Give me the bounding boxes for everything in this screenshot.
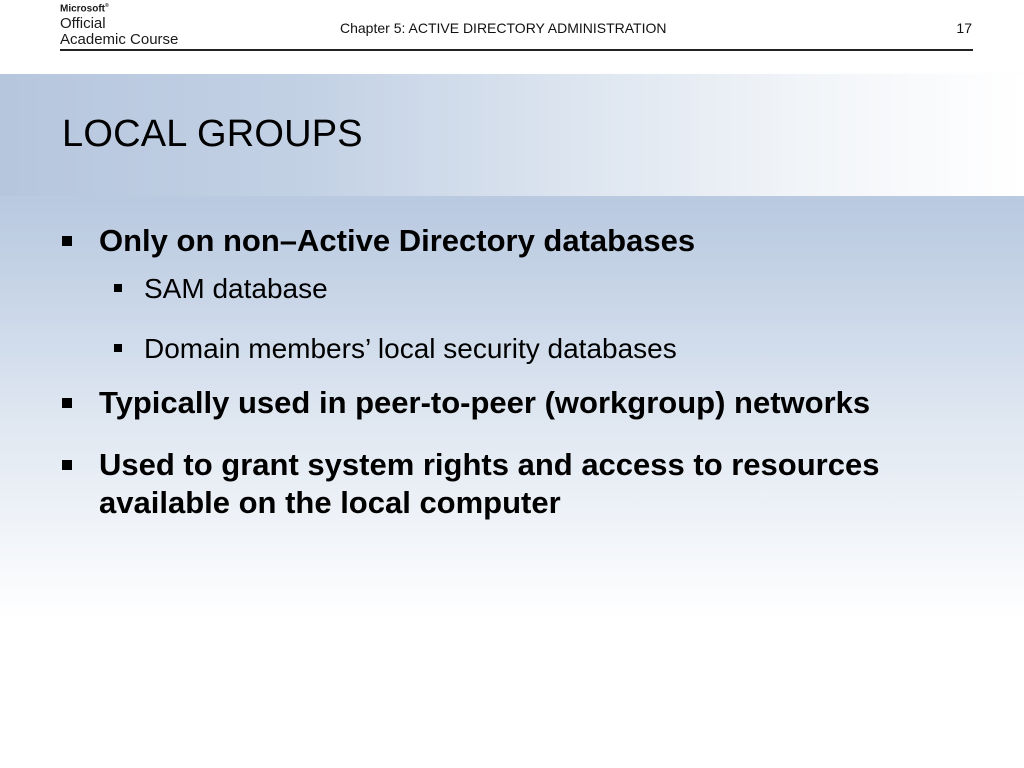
sub-bullet-text: Domain members’ local security databases <box>144 333 677 364</box>
bullet-list <box>62 222 992 546</box>
bullet-item <box>62 222 992 260</box>
sub-bullet-item <box>62 272 992 306</box>
sub-bullet-square-icon <box>114 284 122 292</box>
registered-mark: ® <box>105 3 109 9</box>
bullet-square-icon <box>62 398 72 408</box>
sub-bullet-square-icon <box>114 344 122 352</box>
slide-title: LOCAL GROUPS <box>62 113 363 155</box>
course-logo <box>60 4 178 47</box>
bullet-square-icon <box>62 460 72 470</box>
logo-official: Official <box>60 15 106 33</box>
bullet-item <box>62 446 992 522</box>
bullet-text: Used to grant system rights and access to resources available on the local computer <box>99 447 880 520</box>
header-divider <box>60 49 973 51</box>
bullet-square-icon <box>62 236 72 246</box>
logo-academic-course: Academic Course <box>60 31 179 49</box>
bullet-item <box>62 384 992 422</box>
bullet-text: Typically used in peer-to-peer (workgroup) networks <box>99 385 871 420</box>
sub-bullet-item <box>62 332 992 366</box>
bullet-text: Only on non–Active Directory databases <box>99 223 696 258</box>
page-number: 17 <box>956 20 972 36</box>
logo-microsoft: Microsoft <box>60 3 105 15</box>
sub-bullet-text: SAM database <box>144 273 328 304</box>
chapter-heading: Chapter 5: ACTIVE DIRECTORY ADMINISTRATION <box>340 20 667 36</box>
